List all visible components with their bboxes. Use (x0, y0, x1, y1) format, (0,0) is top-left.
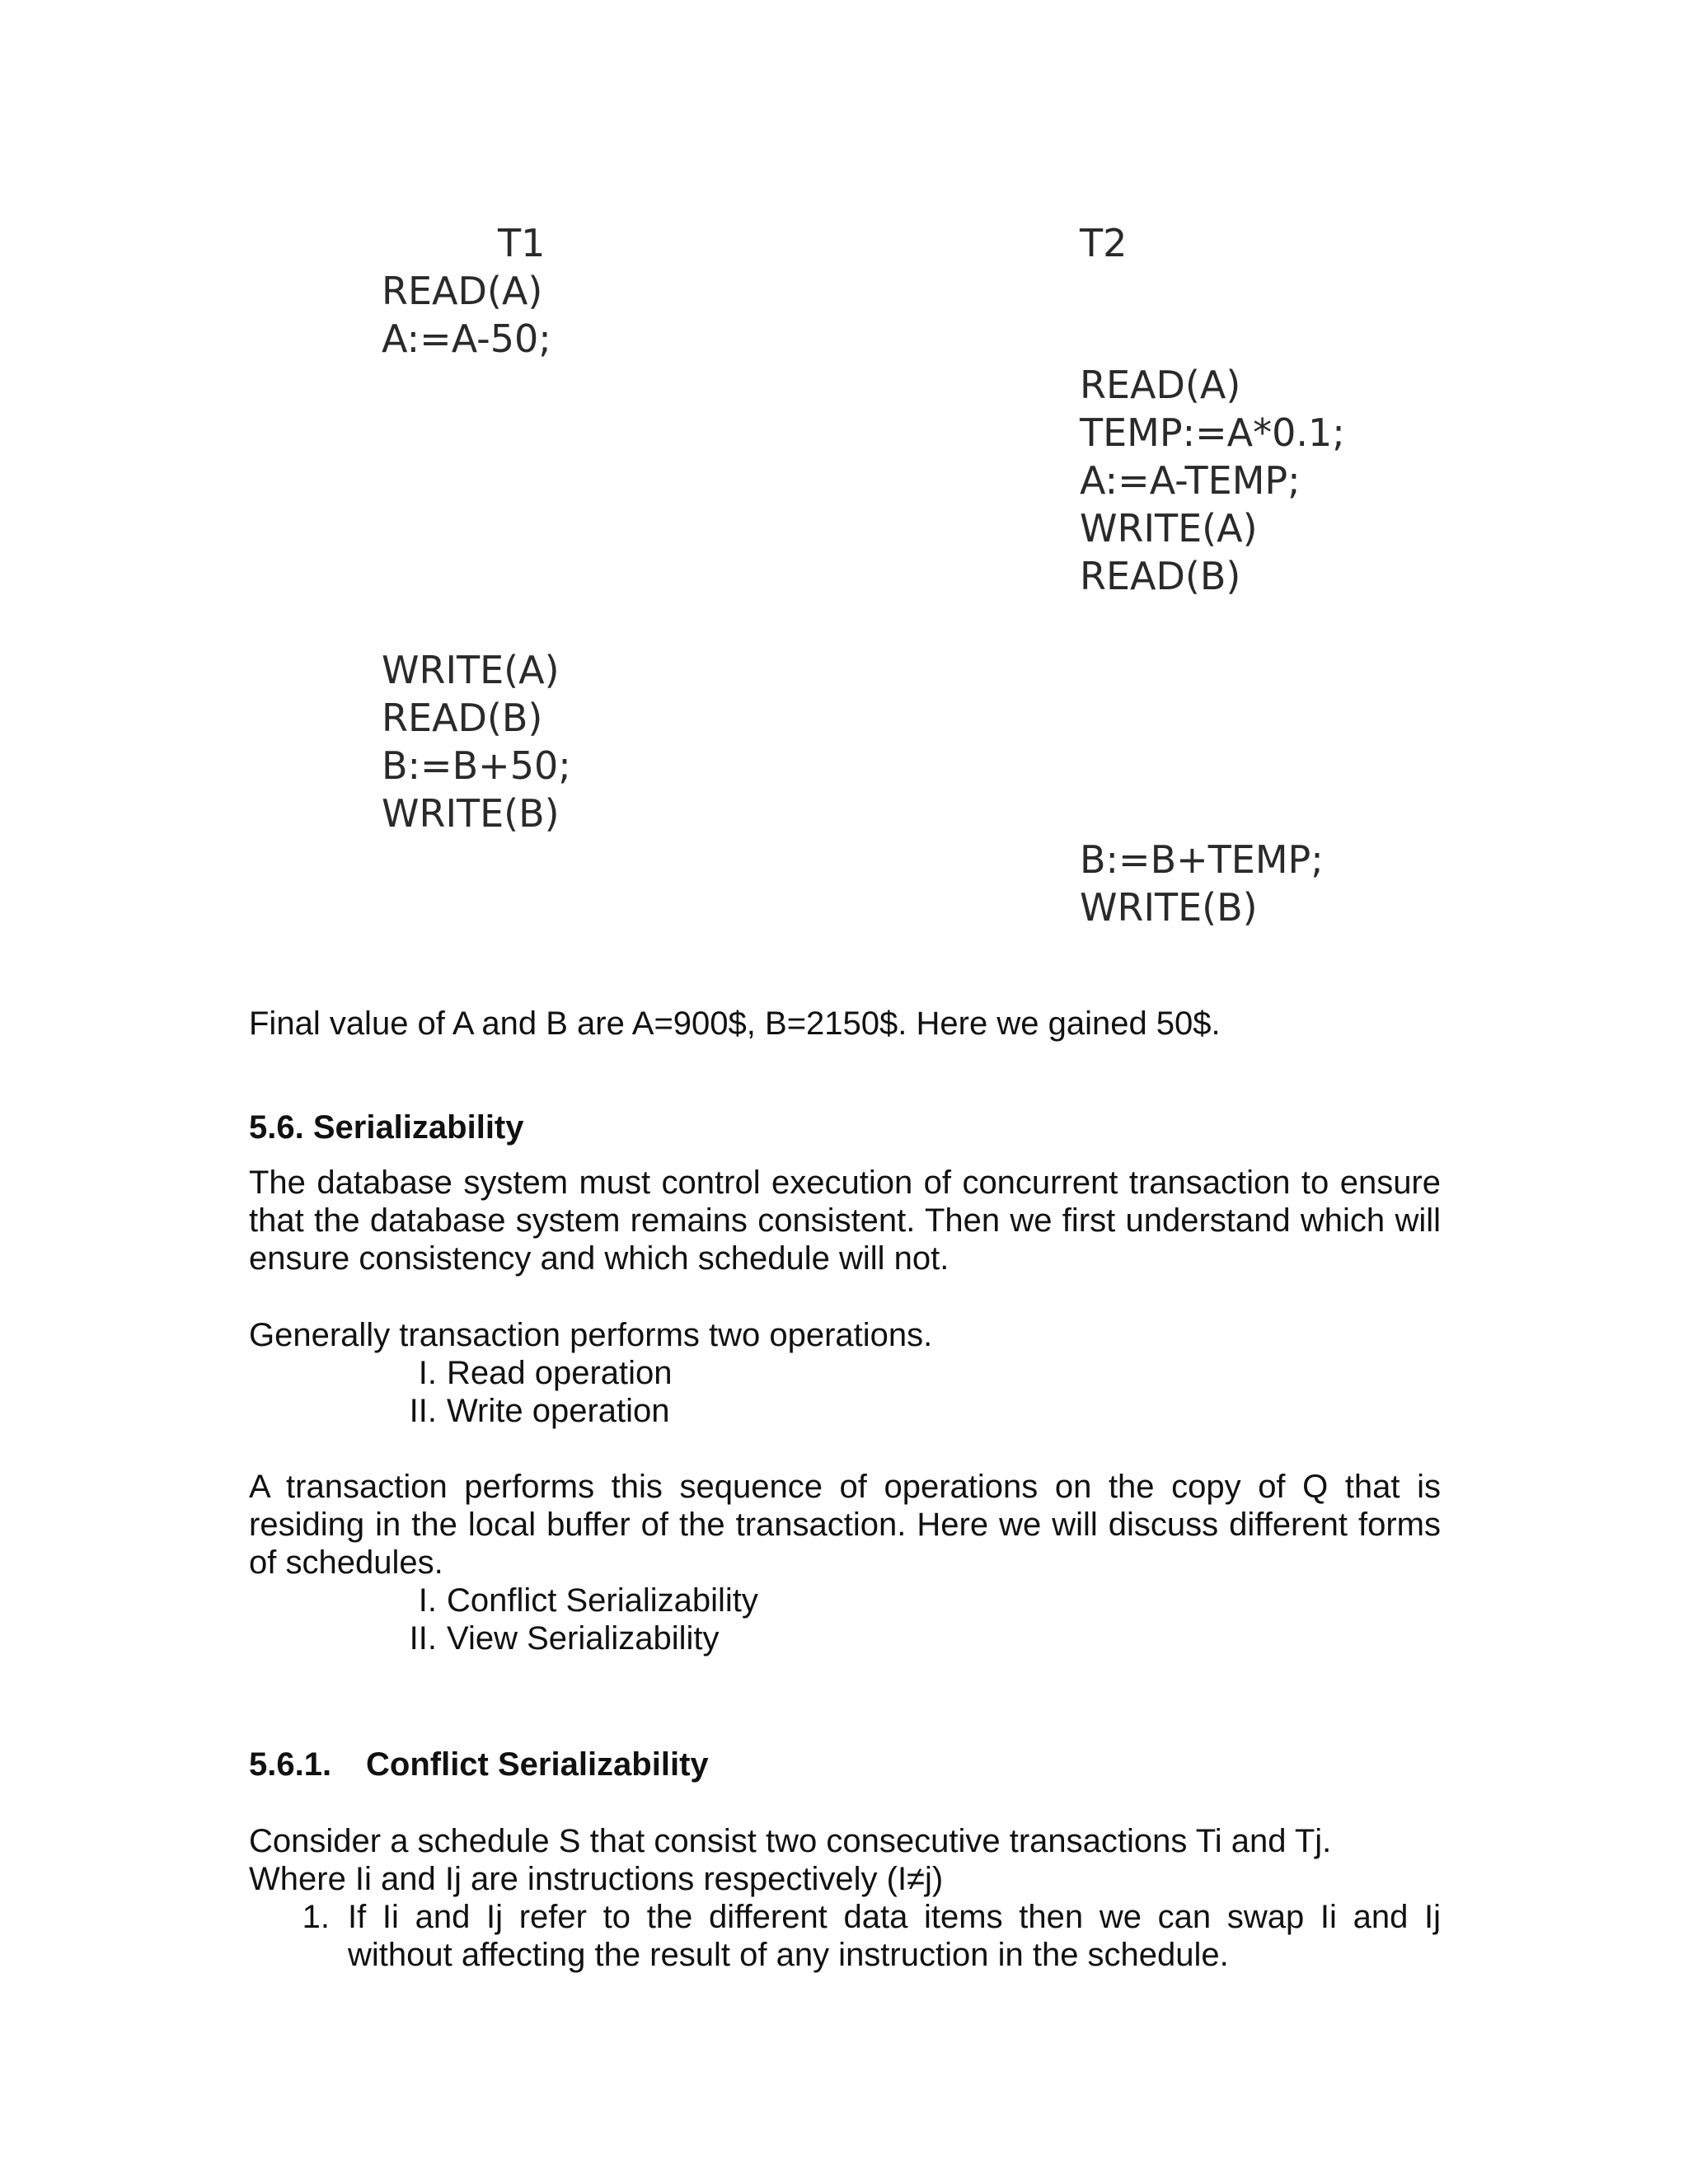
t2-instruction: A:=A-TEMP; (1080, 458, 1301, 503)
paragraph: A transaction performs this sequence of operations on the copy of Q that is residing in the local buffer of the transaction. Here we will discuss different forms of schedules. (249, 1469, 1441, 1581)
t1-instruction: WRITE(A) (382, 648, 560, 692)
t1-instruction: READ(A) (382, 269, 543, 313)
list-text: Conflict Serializability (447, 1582, 758, 1619)
t1-header: T1 (498, 221, 546, 265)
t2-instruction: B:=B+TEMP; (1080, 837, 1324, 882)
paragraph: Generally transaction performs two operations. (249, 1317, 933, 1353)
t1-instruction: READ(B) (382, 696, 543, 740)
list-number: I. (418, 1355, 437, 1391)
t1-instruction: B:=B+50; (382, 743, 571, 788)
list-number: 1. (302, 1899, 330, 1935)
list-number: I. (418, 1582, 437, 1619)
list-text: If Ii and Ij refer to the different data items then we can swap Ii and Ij without affecting the result of any instruction in the schedule. (348, 1899, 1441, 1973)
list-text: Write operation (447, 1393, 670, 1429)
section-heading: 5.6. Serializability (249, 1109, 524, 1146)
t2-instruction: WRITE(A) (1080, 506, 1258, 551)
t2-instruction: READ(A) (1080, 363, 1241, 407)
final-value-text: Final value of A and B are A=900$, B=2150$. Here we gained 50$. (249, 1005, 1221, 1042)
list-number: II. (409, 1393, 437, 1429)
paragraph-line: Where Ii and Ij are instructions respectively (I≠j) (249, 1861, 944, 1897)
list-text: View Serializability (447, 1620, 720, 1657)
t1-instruction: A:=A-50; (382, 316, 551, 361)
list-text: Read operation (447, 1355, 673, 1391)
paragraph-line: Consider a schedule S that consist two consecutive transactions Ti and Tj. (249, 1823, 1332, 1859)
t2-header: T2 (1080, 221, 1128, 265)
paragraph: The database system must control execution of concurrent transaction to ensure that the database system remains consistent. Then we first understand which will ensure consistency and which schedule will not. (249, 1165, 1441, 1277)
t2-instruction: TEMP:=A*0.1; (1080, 410, 1345, 455)
t2-instruction: WRITE(B) (1080, 885, 1258, 930)
t2-instruction: READ(B) (1080, 554, 1241, 598)
subsection-title: Conflict Serializability (366, 1746, 709, 1783)
list-number: II. (409, 1620, 437, 1657)
t1-instruction: WRITE(B) (382, 791, 560, 836)
subsection-number: 5.6.1. (249, 1746, 332, 1783)
